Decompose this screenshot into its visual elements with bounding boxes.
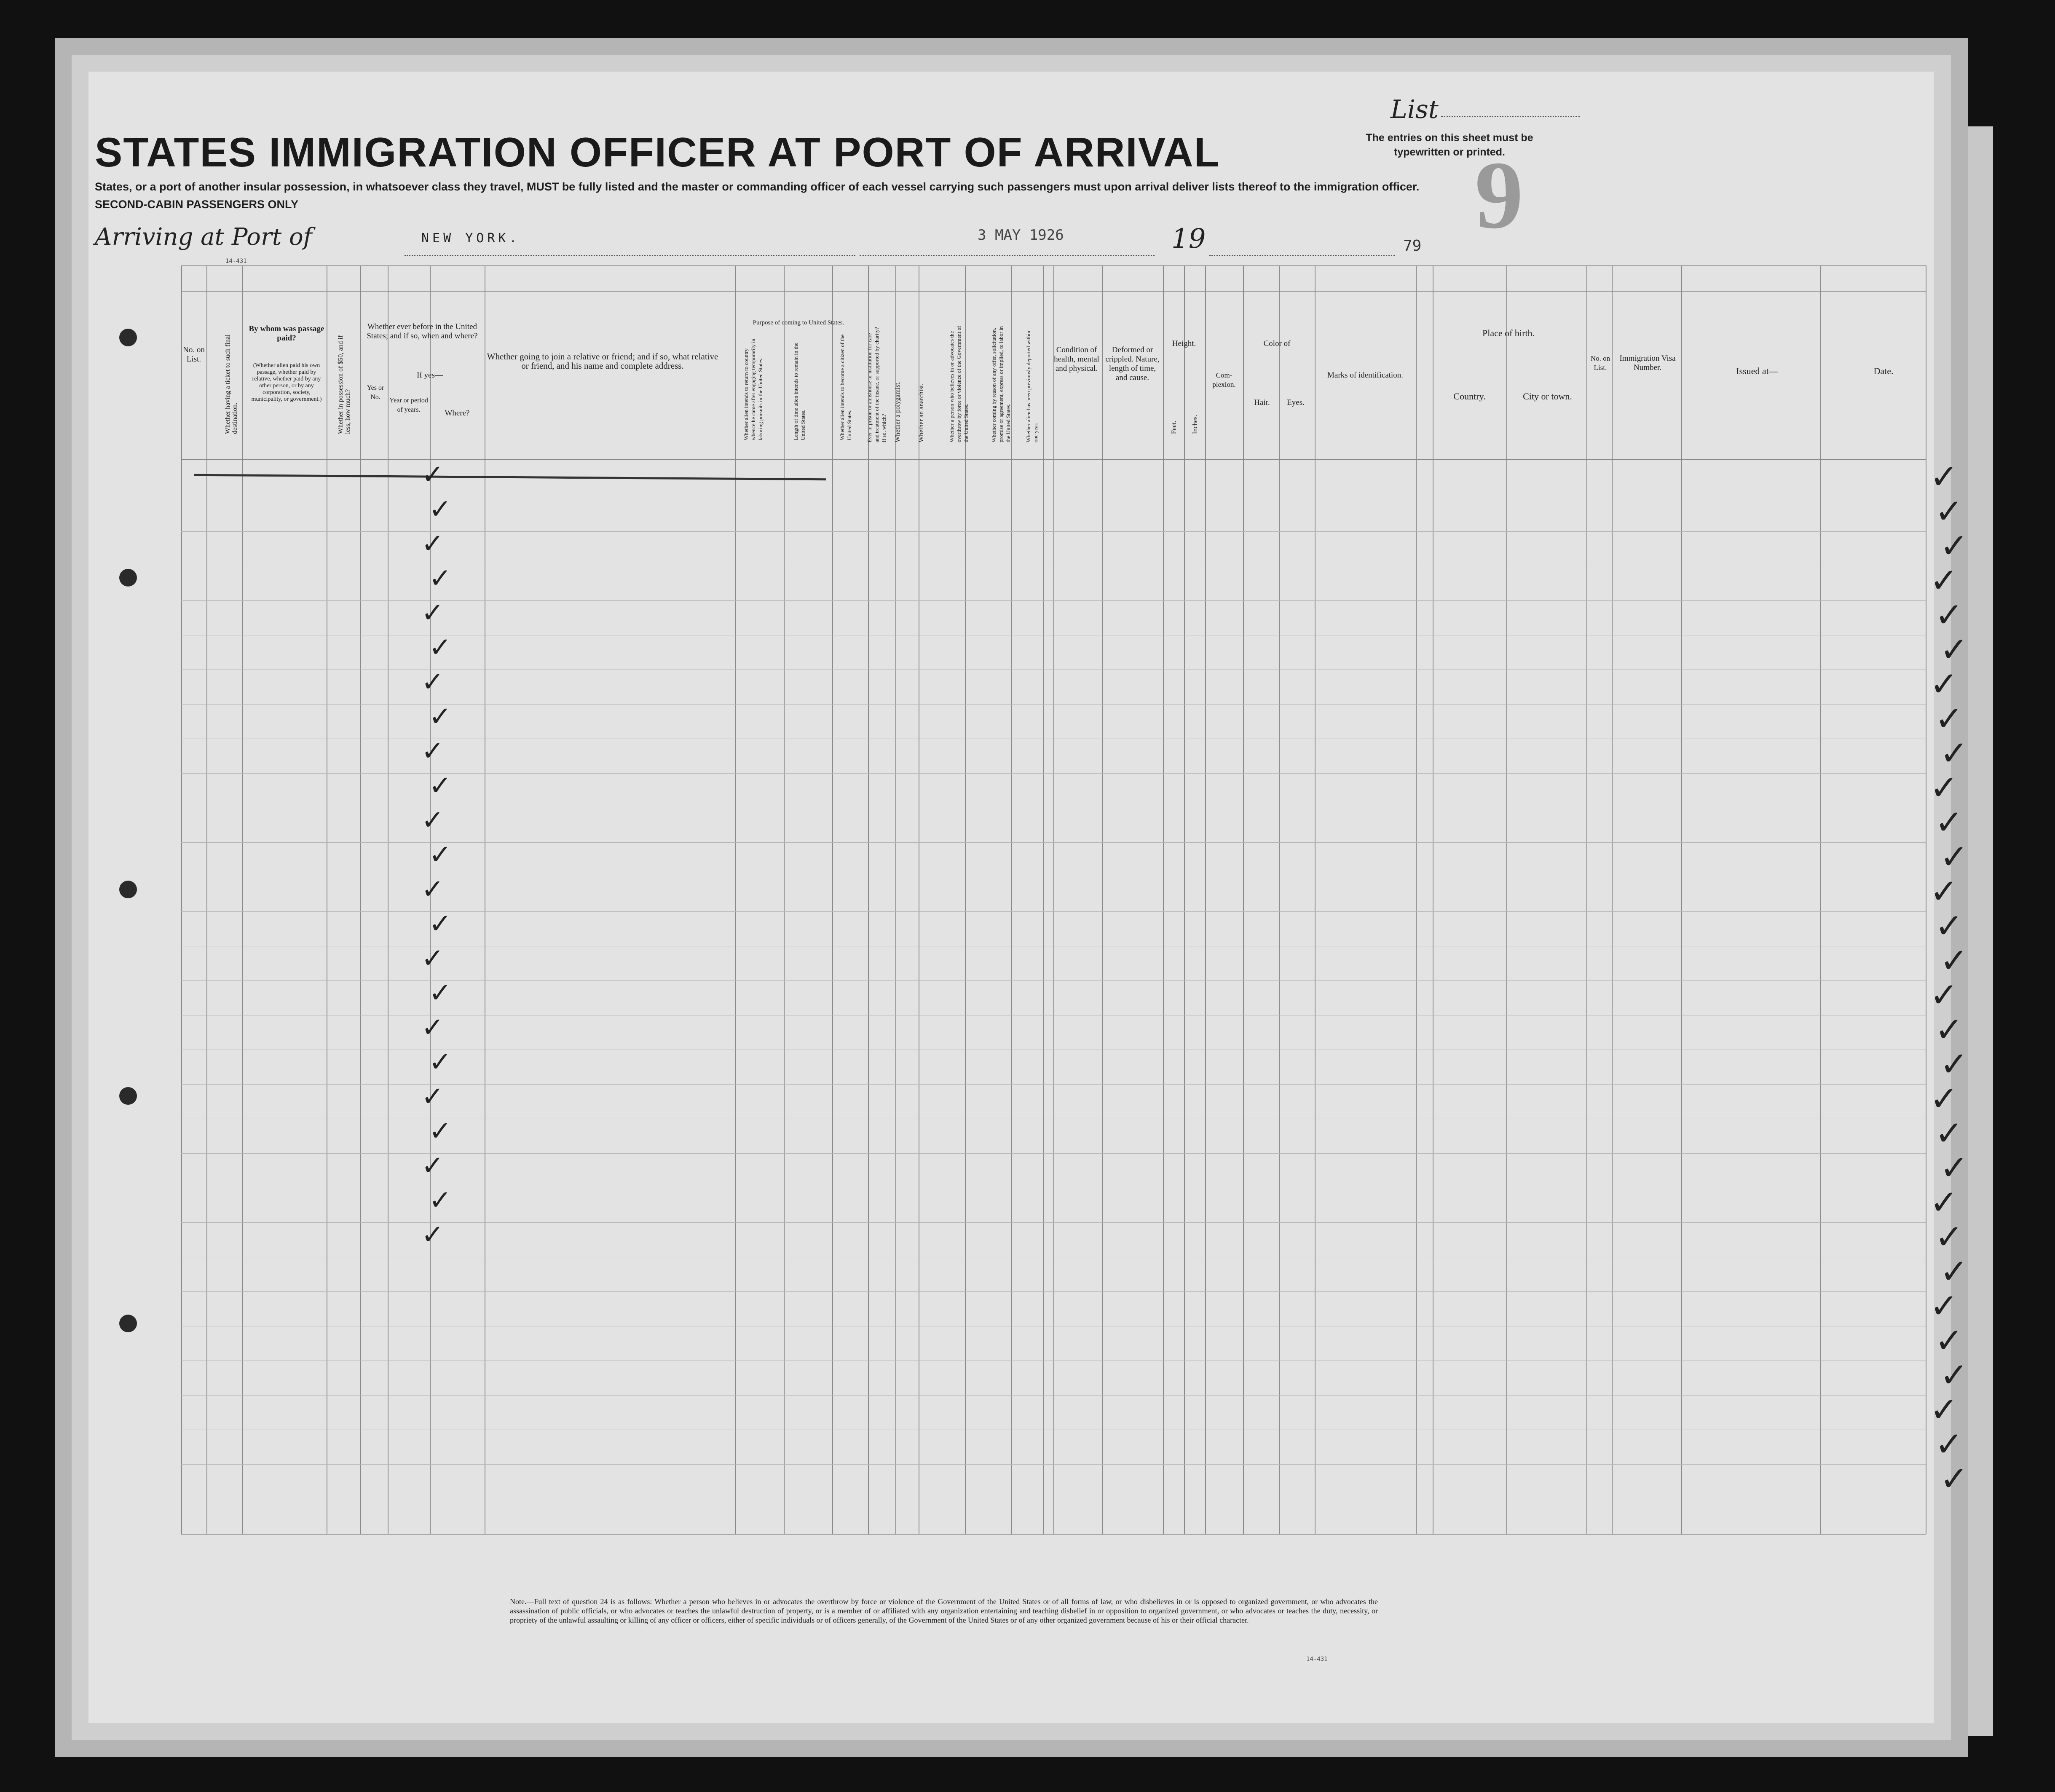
list-suffix: 79	[1403, 237, 1422, 254]
column-rule	[1315, 265, 1316, 1534]
check-mark: ✓	[1930, 1286, 1959, 1326]
check-mark: ✓	[1935, 803, 1964, 842]
check-mark: ✓	[421, 736, 444, 767]
form-number-bottom: 14-431	[1306, 1656, 1328, 1663]
hdr-money: Whether in possession of $50, and if less, how much?	[337, 335, 351, 434]
row-rule	[181, 1291, 1926, 1292]
check-mark: ✓	[1940, 1148, 1969, 1187]
hdr-before-us: Whether ever before in the United States; and if so, when and where?	[367, 322, 478, 340]
check-mark: ✓	[1930, 1390, 1959, 1429]
list-label: List	[1391, 95, 1439, 124]
column-rule	[1053, 265, 1054, 1534]
check-mark: ✓	[1935, 1321, 1964, 1360]
check-mark: ✓	[429, 632, 452, 663]
hdr-year-period: Year or period of years.	[389, 397, 428, 413]
column-rule	[868, 265, 869, 1534]
hdr-passage-paid: By whom was passage paid?	[249, 324, 324, 343]
cabin-class: SECOND-CABIN PASSENGERS ONLY	[95, 198, 299, 211]
column-rule	[360, 265, 361, 1534]
column-rule	[1586, 265, 1587, 1534]
check-mark: ✓	[1935, 1425, 1964, 1464]
column-rule	[895, 265, 896, 1534]
dotted-rule	[405, 255, 855, 256]
hdr-ticket: Whether having a ticket to such final destination.	[224, 334, 238, 434]
check-mark: ✓	[1935, 595, 1964, 635]
hdr-inches: Inches.	[1192, 415, 1199, 434]
column-rule	[1205, 265, 1206, 1534]
check-mark: ✓	[1930, 768, 1959, 807]
check-mark: ✓	[1940, 526, 1969, 565]
check-mark: ✓	[421, 667, 444, 698]
date-stamp: 3 MAY 1926	[978, 227, 1064, 244]
column-rule	[1612, 265, 1613, 1534]
hdr-date: Date.	[1873, 366, 1894, 376]
hdr-deformed: Deformed or crippled. Nature, length of time, and cause.	[1105, 346, 1160, 382]
entries-note: The entries on this sheet must be typewritten or printed.	[1366, 132, 1533, 158]
check-mark: ✓	[1935, 1217, 1964, 1256]
dotted-rule	[1441, 116, 1580, 117]
row-rule	[181, 265, 1926, 266]
column-rule	[784, 265, 785, 1534]
hdr-if-yes: If yes—	[417, 371, 443, 380]
hdr-anarchist: Whether an anarchist.	[918, 383, 925, 442]
column-rule	[1163, 265, 1164, 1534]
check-mark: ✓	[1930, 561, 1959, 600]
hdr-purpose-citizen: Whether alien intends to become a citizen of the United States.	[839, 334, 852, 440]
check-mark: ✓	[1930, 872, 1959, 911]
check-mark: ✓	[421, 1012, 444, 1043]
hdr-hair: Hair.	[1254, 398, 1270, 407]
check-mark: ✓	[429, 1185, 452, 1216]
check-mark: ✓	[429, 563, 452, 594]
hdr-color-of: Color of—	[1263, 339, 1299, 348]
dotted-rule	[860, 255, 1155, 256]
column-rule	[1416, 265, 1417, 1534]
column-rule	[1681, 265, 1682, 1534]
check-mark: ✓	[421, 1219, 444, 1251]
column-rule	[206, 265, 207, 1534]
column-rule	[1102, 265, 1103, 1534]
hdr-purpose-length: Length of time alien intends to remain in the United States.	[793, 343, 806, 440]
column-rule	[1506, 265, 1507, 1534]
punch-hole	[119, 881, 137, 898]
year-prefix: 19	[1171, 223, 1206, 254]
check-mark: ✓	[429, 1116, 452, 1147]
hdr-marks: Marks of identification.	[1327, 371, 1403, 380]
check-mark: ✓	[421, 874, 444, 905]
hdr-height: Height.	[1172, 339, 1196, 348]
hdr-eyes: Eyes.	[1287, 398, 1305, 407]
hdr-issued-at: Issued at—	[1736, 366, 1778, 376]
row-rule	[181, 1395, 1926, 1396]
hdr-health: Condition of health, mental and physical.	[1054, 346, 1099, 373]
sheet-number: 9	[1475, 141, 1523, 249]
check-mark: ✓	[429, 908, 452, 940]
column-rule	[965, 265, 966, 1534]
check-mark: ✓	[421, 943, 444, 974]
hdr-q25: Whether coming by reason of any offer, solicitation, promise or agreement, express or implied, to labor in the United States.	[991, 326, 1011, 442]
check-mark: ✓	[421, 1081, 444, 1112]
column-rule	[832, 265, 833, 1534]
hdr-purpose-return: Whether alien intends to return to country whence he came after engaging temporarily in laboring pursuits in the United States.	[743, 338, 764, 440]
check-mark: ✓	[1930, 1079, 1959, 1118]
check-mark: ✓	[1930, 1183, 1959, 1222]
column-rule	[1820, 265, 1821, 1534]
column-rule	[1243, 265, 1244, 1534]
check-mark: ✓	[1930, 457, 1959, 496]
hdr-q26: Whether alien has been previously deported within one year.	[1025, 331, 1039, 442]
check-mark: ✓	[1940, 1252, 1969, 1291]
check-mark: ✓	[1940, 1459, 1969, 1498]
check-mark: ✓	[1940, 941, 1969, 980]
hdr-q24: Whether a person who believes in or advocates the overthrow by force or violence of the Government of the United States.	[948, 326, 969, 442]
check-mark: ✓	[429, 701, 452, 732]
hdr-no-on-list-2: No. on List.	[1590, 354, 1610, 372]
hdr-yes-no: Yes or No.	[367, 384, 384, 401]
hdr-no-on-list: No. on List.	[183, 346, 205, 364]
arriving-label: Arriving at Port of	[95, 223, 312, 251]
check-mark: ✓	[421, 528, 444, 560]
hdr-visa: Immigration Visa Number.	[1619, 354, 1676, 372]
hdr-joining: Whether going to join a relative or friend; and if so, what relative or friend, and his name and complete address.	[487, 351, 718, 371]
check-mark: ✓	[1935, 1010, 1964, 1049]
hdr-complexion: Com-plexion.	[1212, 371, 1236, 388]
check-mark: ✓	[421, 805, 444, 836]
column-rule	[735, 265, 736, 1534]
dotted-rule	[1209, 255, 1395, 256]
check-mark: ✓	[429, 1047, 452, 1078]
footnote: Note.—Full text of question 24 is as follows: Whether a person who believes in or advocates the overthrow by force or violence of the Government of the United States or of all forms of law, or who disbelieves in or is opposed to organized government, or who advocates the assassination of public officials, or who advocates or teaches the unlawful destruction of property, or is a member of or affiliated with any organization entertaining and teaching disbelief in or opposition to organized government, or who advocates or teaches the duty, necessity, or propriety of the unlawful assaulting or killing of any officer or officers, either of specific individuals or of officers generally, of the Government of the United States or of any other organized government because of his or their official character.	[510, 1597, 1378, 1624]
hdr-where: Where?	[445, 409, 470, 418]
hdr-place-birth: Place of birth.	[1482, 328, 1535, 338]
port-name: NEW YORK.	[421, 231, 520, 246]
punch-hole	[119, 329, 137, 346]
hdr-city: City or town.	[1523, 391, 1572, 402]
punch-hole	[119, 1087, 137, 1105]
column-rule	[1279, 265, 1280, 1534]
instruction-text: States, or a port of another insular possession, in whatsoever class they travel, MUST be fully listed and the master or commanding officer of each vessel carrying such passengers must upon arrival deliver lists thereof to the immigration officer.	[95, 180, 1420, 193]
column-rule	[1184, 265, 1185, 1534]
check-mark: ✓	[421, 597, 444, 629]
check-mark: ✓	[429, 770, 452, 801]
check-mark: ✓	[1930, 664, 1959, 704]
hdr-polygamist: Whether a polygamist.	[894, 381, 901, 442]
check-mark: ✓	[1940, 630, 1969, 669]
check-mark: ✓	[1940, 734, 1969, 773]
row-rule	[181, 1534, 1926, 1535]
check-mark: ✓	[1940, 837, 1969, 876]
check-mark: ✓	[429, 978, 452, 1009]
row-rule	[181, 1464, 1926, 1465]
row-rule	[181, 291, 1926, 292]
column-rule	[1043, 265, 1044, 1534]
check-mark: ✓	[429, 494, 452, 525]
punch-hole	[119, 569, 137, 587]
check-mark: ✓	[1935, 1114, 1964, 1153]
form-number: 14-431	[225, 258, 247, 265]
punch-hole	[119, 1315, 137, 1332]
check-mark: ✓	[1940, 1355, 1969, 1395]
check-mark: ✓	[1935, 906, 1964, 946]
check-mark: ✓	[1935, 699, 1964, 738]
hdr-feet: Feet.	[1171, 421, 1178, 434]
hdr-purpose: Purpose of coming to United States.	[753, 319, 844, 326]
hdr-prison: Ever in prison or almshouse or institution for care and treatment of the insane, or supported by charity? If so, which?	[866, 327, 887, 442]
check-mark: ✓	[421, 1150, 444, 1181]
check-mark: ✓	[1940, 1045, 1969, 1084]
page-title: STATES IMMIGRATION OFFICER AT PORT OF ARRIVAL	[95, 129, 1220, 175]
column-rule	[181, 265, 182, 1534]
check-mark: ✓	[1935, 492, 1964, 531]
check-mark: ✓	[429, 839, 452, 871]
column-rule	[242, 265, 243, 1534]
hdr-country: Country.	[1453, 391, 1486, 402]
check-mark: ✓	[421, 459, 444, 490]
column-rule	[1011, 265, 1012, 1534]
check-mark: ✓	[1930, 975, 1959, 1015]
hdr-passage-note: (Whether alien paid his own passage, whether paid by relative, whether paid by any other person, or by any corporation, society, municipality, or government.)	[251, 362, 322, 402]
